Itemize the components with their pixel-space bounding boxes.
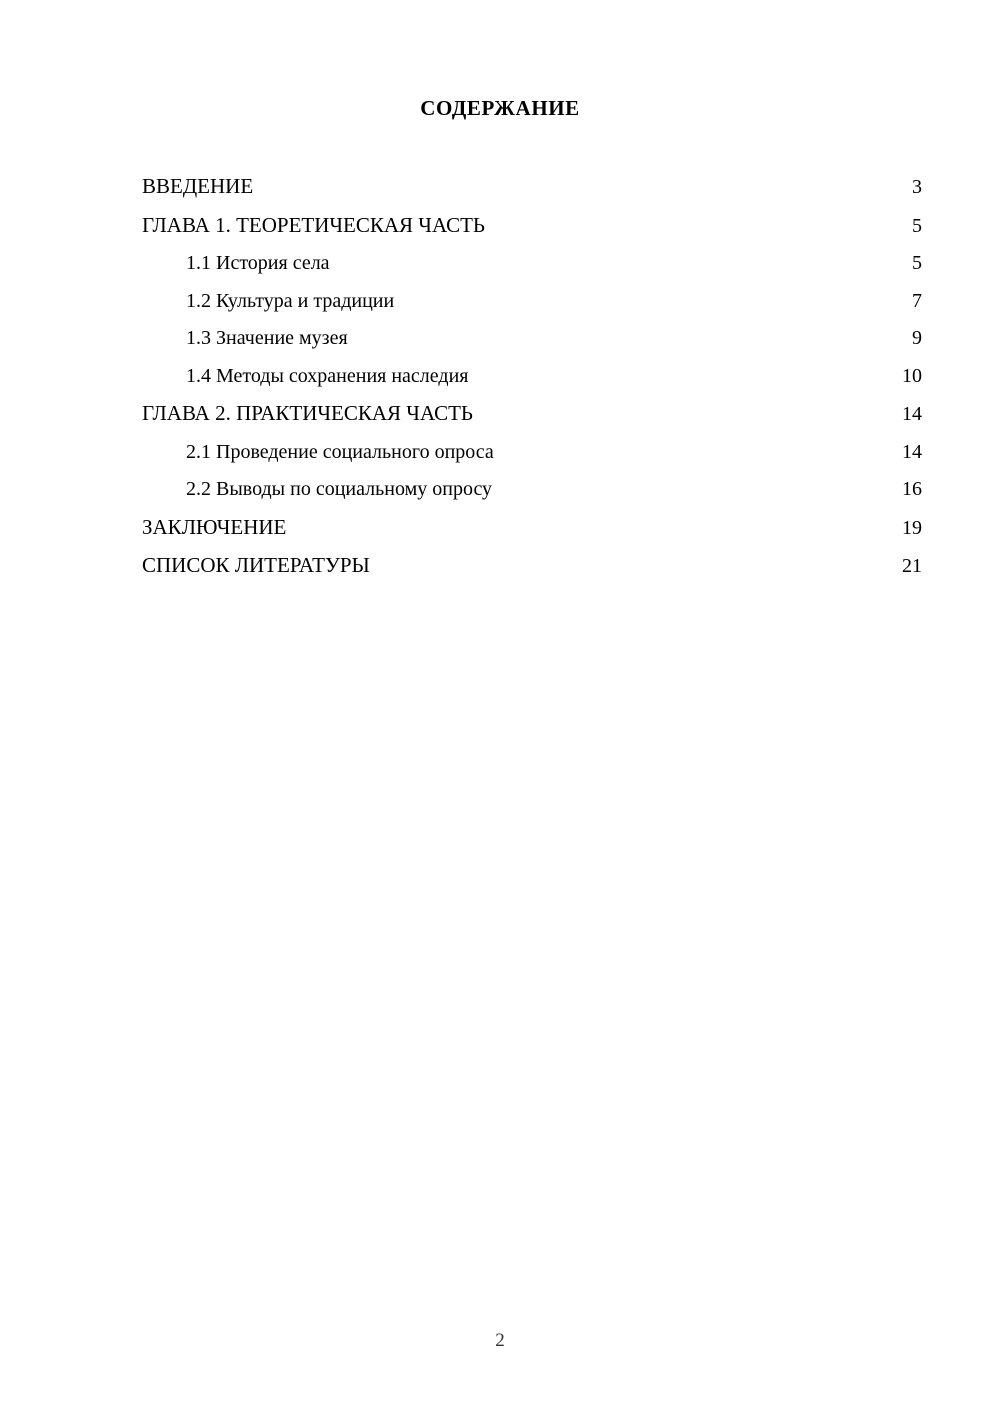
toc-entry-page: 9 xyxy=(912,327,922,349)
toc-entry-page: 19 xyxy=(902,516,922,539)
table-of-contents xyxy=(142,168,922,586)
toc-entry-page: 16 xyxy=(902,478,922,500)
toc-entry[interactable] xyxy=(142,245,922,283)
toc-entry[interactable] xyxy=(142,358,922,396)
toc-entry-label: СПИСОК ЛИТЕРАТУРЫ xyxy=(142,553,370,577)
toc-entry-page: 21 xyxy=(902,555,922,577)
toc-entry[interactable] xyxy=(142,395,922,434)
toc-entry-label: ГЛАВА 1. ТЕОРЕТИЧЕСКАЯ ЧАСТЬ xyxy=(142,212,485,237)
toc-entry-label: 1.2 Культура и традиции xyxy=(186,289,395,312)
toc-entry-page: 10 xyxy=(902,364,922,387)
toc-entry[interactable] xyxy=(142,320,922,358)
toc-entry-label: ГЛАВА 2. ПРАКТИЧЕСКАЯ ЧАСТЬ xyxy=(142,401,473,425)
toc-entry[interactable] xyxy=(142,471,922,509)
page-footer-number: 2 xyxy=(495,1330,505,1351)
toc-entry[interactable] xyxy=(142,434,922,472)
toc-entry-page: 5 xyxy=(912,214,922,237)
toc-entry[interactable] xyxy=(142,168,922,207)
toc-entry-label: ВВЕДЕНИЕ xyxy=(142,174,254,198)
toc-entry-page: 7 xyxy=(912,289,922,312)
toc-entry[interactable] xyxy=(142,207,922,246)
toc-entry-label: 2.2 Выводы по социальному опросу xyxy=(186,478,493,500)
toc-entry[interactable] xyxy=(142,509,922,548)
toc-entry-page: 14 xyxy=(902,440,922,463)
toc-entry-label: 1.3 Значение музея xyxy=(186,327,348,349)
toc-entry[interactable] xyxy=(142,283,922,321)
toc-entry-page: 3 xyxy=(912,176,922,198)
toc-entry-label: 1.4 Методы сохранения наследия xyxy=(186,364,469,387)
toc-entry[interactable] xyxy=(142,547,922,586)
toc-entry-label: 2.1 Проведение социального опроса xyxy=(186,440,494,463)
toc-entry-label: 1.1 История села xyxy=(186,252,330,274)
toc-entry-page: 5 xyxy=(912,252,922,274)
toc-entry-label: ЗАКЛЮЧЕНИЕ xyxy=(142,514,287,539)
toc-entry-page: 14 xyxy=(902,403,922,425)
page-title: СОДЕРЖАНИЕ xyxy=(420,96,580,120)
